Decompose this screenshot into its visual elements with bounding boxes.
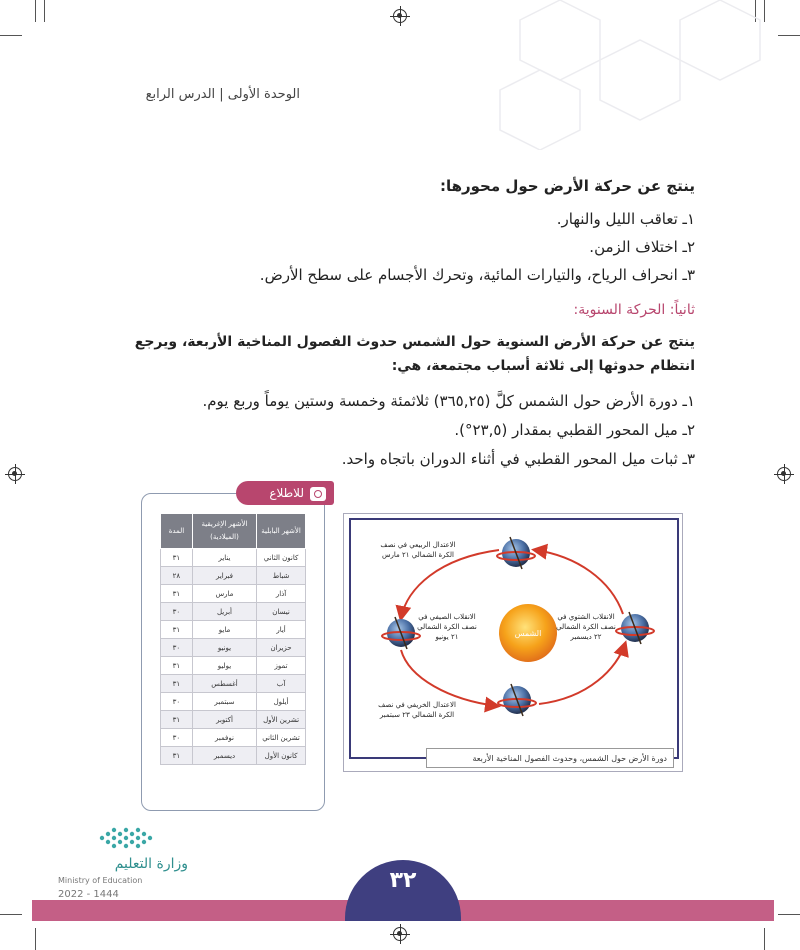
registration-mark-icon	[8, 467, 22, 481]
table-row	[161, 657, 306, 675]
table-row	[161, 639, 306, 657]
table-cell: تشرين الثاني	[257, 729, 306, 747]
table-cell: ٣١	[161, 711, 193, 729]
table-cell: آب	[257, 675, 306, 693]
table-cell: ديسمبر	[192, 747, 256, 765]
table-cell: أيلول	[257, 693, 306, 711]
table-cell: كانون الثاني	[257, 549, 306, 567]
orbit-arrow	[535, 550, 623, 614]
table-row	[161, 567, 306, 585]
table-cell: أغسطس	[192, 675, 256, 693]
earth-icon	[498, 684, 536, 716]
figure-caption: دورة الأرض حول الشمس، وحدوث الفصول المناخية الأربعة	[426, 748, 674, 768]
earth-icon	[497, 537, 535, 569]
table-cell: كانون الأول	[257, 747, 306, 765]
paragraph-line: ينتج عن حركة الأرض السنوية حول الشمس حدوث الفصول المناخية الأربعة، ويرجع	[134, 334, 695, 350]
table-cell: نوفمبر	[192, 729, 256, 747]
table-cell: ٣١	[161, 549, 193, 567]
registration-mark-icon	[393, 9, 407, 23]
table-cell: ٢٨	[161, 567, 193, 585]
months-table	[160, 513, 306, 765]
table-cell: يونيو	[192, 639, 256, 657]
sun-label: الشمس	[514, 629, 542, 638]
crop-mark	[0, 914, 22, 915]
table-cell: تموز	[257, 657, 306, 675]
table-cell: ٣٠	[161, 693, 193, 711]
crop-mark	[44, 0, 45, 22]
diagram-label: الانقلاب الشتوي في نصف الكرة الشمالي ٢٢ ديسمبر	[556, 613, 616, 641]
crop-mark	[35, 0, 36, 22]
diagram-label: الاعتدال الربيعي في نصف الكرة الشمالي ٢١ مارس	[380, 541, 456, 559]
table-row	[161, 549, 306, 567]
table-cell: ٣٠	[161, 603, 193, 621]
diagram-label: الانقلاب الصيفي في نصف الكرة الشمالي ٢١ يونيو	[417, 613, 477, 641]
table-cell: ٣١	[161, 585, 193, 603]
table-cell: سبتمبر	[192, 693, 256, 711]
table-row	[161, 621, 306, 639]
hexagon-pattern-decoration	[440, 0, 800, 150]
ministry-name-en: Ministry of Education	[58, 876, 143, 885]
table-cell: ٣١	[161, 657, 193, 675]
table-cell: فبراير	[192, 567, 256, 585]
table-row	[161, 675, 306, 693]
ministry-logo-icon	[96, 820, 158, 850]
table-cell: ٣١	[161, 621, 193, 639]
edition-year: 2022 - 1444	[58, 889, 119, 900]
orbit-arrow	[401, 650, 497, 706]
crop-mark	[0, 35, 22, 36]
list-item: ٣ـ ثبات ميل المحور القطبي في أثناء الدوران باتجاه واحد.	[341, 450, 695, 468]
table-cell: ٣١	[161, 747, 193, 765]
table-cell: يوليو	[192, 657, 256, 675]
table-cell: يناير	[192, 549, 256, 567]
section-heading: ثانياً: الحركة السنوية:	[573, 302, 695, 318]
table-cell: ٣٠	[161, 639, 193, 657]
table-cell: نيسان	[257, 603, 306, 621]
table-cell: أبريل	[192, 603, 256, 621]
table-row	[161, 711, 306, 729]
registration-mark-icon	[777, 467, 791, 481]
earth-icon	[616, 612, 654, 644]
table-row	[161, 603, 306, 621]
list-item: ١ـ تعاقب الليل والنهار.	[556, 210, 695, 228]
crop-mark	[35, 928, 36, 950]
info-icon	[310, 487, 326, 501]
page-number: ٣٢	[389, 868, 417, 893]
table-cell: حزيران	[257, 639, 306, 657]
unit-lesson-header: الوحدة الأولى | الدرس الرابع	[145, 87, 300, 102]
table-header: المدة	[161, 514, 193, 549]
crop-mark	[778, 914, 800, 915]
table-cell: مايو	[192, 621, 256, 639]
table-cell: أيار	[257, 621, 306, 639]
diagram-label: الاعتدال الخريفي في نصف الكرة الشمالي ٢٣ سبتمبر	[378, 701, 456, 719]
table-cell: ٣٠	[161, 729, 193, 747]
list-item: ٢ـ اختلاف الزمن.	[589, 238, 695, 256]
orbit-arrow	[539, 644, 625, 704]
table-row	[161, 693, 306, 711]
table-row	[161, 585, 306, 603]
section-heading: ينتج عن حركة الأرض حول محورها:	[439, 177, 695, 195]
table-cell: أكتوبر	[192, 711, 256, 729]
paragraph-line: انتظام حدوثها إلى ثلاثة أسباب مجتمعة، هي:	[391, 358, 695, 374]
list-item: ٢ـ ميل المحور القطبي بمقدار (٢٣,٥°).	[454, 421, 695, 439]
info-badge-label: للاطلاع	[269, 486, 304, 500]
registration-mark-icon	[393, 927, 407, 941]
table-row	[161, 747, 306, 765]
table-cell: آذار	[257, 585, 306, 603]
crop-mark	[764, 928, 765, 950]
ministry-name: وزارة التعليم	[114, 856, 188, 872]
table-header: الأشهر البابلية	[257, 514, 306, 549]
table-header: الأشهر الإغريقية (الميلادية)	[192, 514, 256, 549]
table-row	[161, 729, 306, 747]
list-item: ٣ـ انحراف الرياح، والتيارات المائية، وتحرك الأجسام على سطح الأرض.	[259, 266, 695, 284]
table-cell: ٣١	[161, 675, 193, 693]
table-cell: شباط	[257, 567, 306, 585]
table-cell: تشرين الأول	[257, 711, 306, 729]
orbit-arrow	[401, 550, 499, 618]
info-badge	[236, 481, 334, 505]
earth-icon	[382, 617, 420, 649]
list-item: ١ـ دورة الأرض حول الشمس كلَّ (٣٦٥,٢٥) ثلاثمئة وخمسة وستين يوماً وربع يوم.	[202, 392, 695, 410]
table-cell: مارس	[192, 585, 256, 603]
